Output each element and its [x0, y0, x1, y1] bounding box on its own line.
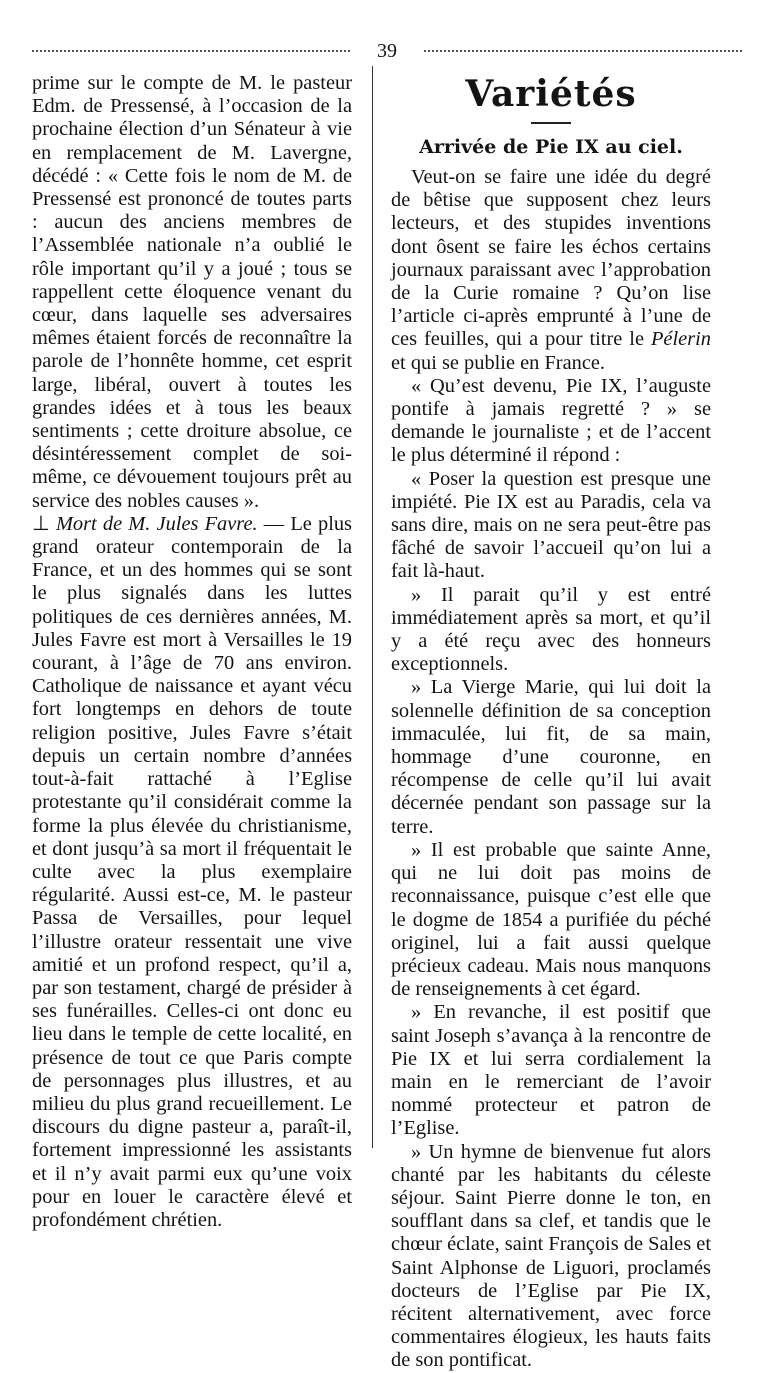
header-rule-left: [32, 50, 350, 52]
right-column: [391, 72, 711, 1373]
section-title: Variétés: [465, 73, 637, 115]
quote-paragraph-2: « Poser la question est presque une impiété. Pie IX est au Paradis, cela va sans dire, mais on ne sera peut-être pas fâché de savoir l’accueil qu’on lui a fait là-haut.: [391, 467, 711, 583]
header-rule-right: [424, 50, 742, 52]
favre-body: — Le plus grand orateur contemporain de la France, et un des hommes qui se sont le plus signalés dans les luttes politiques de ces dernières années, M. Jules Favre est mort à Versailles le 19 courant, à l’âge de 70 ans environ. Catholique de naissance et ayant vécu fort longtemps en dehors de toute religion positive, Jules Favre s’était depuis un certain nombre d’années tout-à-fait rattaché à l’Eglise protestante qu’il considérait comme la forme la plus élevée du christianisme, et dont jusqu’à sa mort il fréquentait le culte avec la plus exemplaire régularité. Aussi est-ce, M. le pasteur Passa de Versailles, pour lequel l’illustre orateur ressentait une vive amitié et un profond respect, qu’il a, par son testament, chargé de présider à ses funérailles. Celles-ci ont donc eu lieu dans le temple de cette localité, en présence de tout ce que Paris compte de personnages plus illustres, et au milieu du plus grand recueillement. Le discours du digne pasteur a, paraît-il, fortement impressionné les assistants et il n’y avait parmi eux qu’une voix pour en louer le caractère élevé et profondément chrétien.: [32, 512, 352, 1231]
pressense-paragraph: prime sur le compte de M. le pasteur Edm. de Pressensé, à l’occasion de la prochaine élection d’un Sénateur à vie en remplacement de M. Lavergne, décédé : « Cette fois le nom de M. de Pressensé est prononcé de toutes parts : aucun des anciens membres de l’Assemblée nationale n’a oublié le rôle important qu’il y a joué ; tous se rappellent cette éloquence venant du cœur, dans laquelle ses adversaires mêmes étaient forcés de reconnaître la parole de l’honnête homme, cet esprit large, libéral, ouvert à toutes les grandes idées et à tous les beaux sentiments ; cette droiture absolue, ce désintéressement complet de soi-même, ce dévouement toujours prêt au service des nobles causes ».: [32, 72, 352, 512]
quote-paragraph-3: » Il parait qu’il y est entré immédiatement après sa mort, et qu’il y a été reçu avec des honneurs exceptionnels.: [391, 583, 711, 676]
quote-paragraph-4: » La Vierge Marie, qui lui doit la solennelle définition de sa conception immaculée, lui fit, de sa main, hommage d’une couronne, en récompense de celle qu’il lui avait décernée pendant son passage sur la terre.: [391, 676, 711, 838]
favre-paragraph: [32, 513, 352, 1232]
page-header: [32, 40, 742, 62]
quote-paragraph-6: » En revanche, il est positif que saint Joseph s’avança à la rencontre de Pie IX et lui serra cordialement la main en le remerciant de l’avoir nommé protecteur et patron de l’Eglise.: [391, 1001, 711, 1140]
quote-paragraph-7: » Un hymne de bienvenue fut alors chanté par les habitants du céleste séjour. Saint Pierre donne le ton, en soufflant dans sa clef, et tandis que le chœur éclate, saint François de Sales et Saint Alphonse de Liguori, proclamés docteurs de l’Eglise par Pie IX, récitent alternativement, avec force commentaires élogieux, les hauts faits de son pontificat.: [391, 1140, 711, 1372]
intro-paragraph: [391, 166, 711, 375]
intro-text-b: et qui se publie en France.: [391, 351, 606, 374]
pelerin-title: Pélerin: [650, 328, 711, 351]
column-separator: [372, 66, 373, 1148]
page-number: 39: [377, 40, 397, 62]
quote-paragraph-1: « Qu’est devenu, Pie IX, l’auguste pontife à jamais regretté ? » se demande le journaliste ; et de l’accent le plus déterminé il répond :: [391, 374, 711, 467]
favre-heading: Mort de M. Jules Favre.: [55, 512, 258, 535]
left-column: [32, 72, 352, 1232]
title-rule: [531, 122, 571, 124]
quote-paragraph-5: » Il est probable que sainte Anne, qui ne lui doit pas moins de reconnaissance, puisque c’est elle que le dogme de 1854 a purifiée du péché originel, lui a fait aussi quelque précieux cadeau. Mais nous manquons de renseignements à cet égard.: [391, 838, 711, 1001]
intro-text-a: Veut-on se faire une idée du degré de bêtise que supposent chez leurs lecteurs, et des stupides inventions dont ôsent se faire les échos certains journaux paraissant avec l’approbation de la Curie romaine ? Qu’on lise l’article ci-après emprunté à l’une de ces feuilles, qui a pour titre le: [391, 166, 711, 351]
paragraph-marker: ⊥: [32, 512, 50, 535]
article-title: Arrivée de Pie IX au ciel.: [419, 136, 683, 158]
